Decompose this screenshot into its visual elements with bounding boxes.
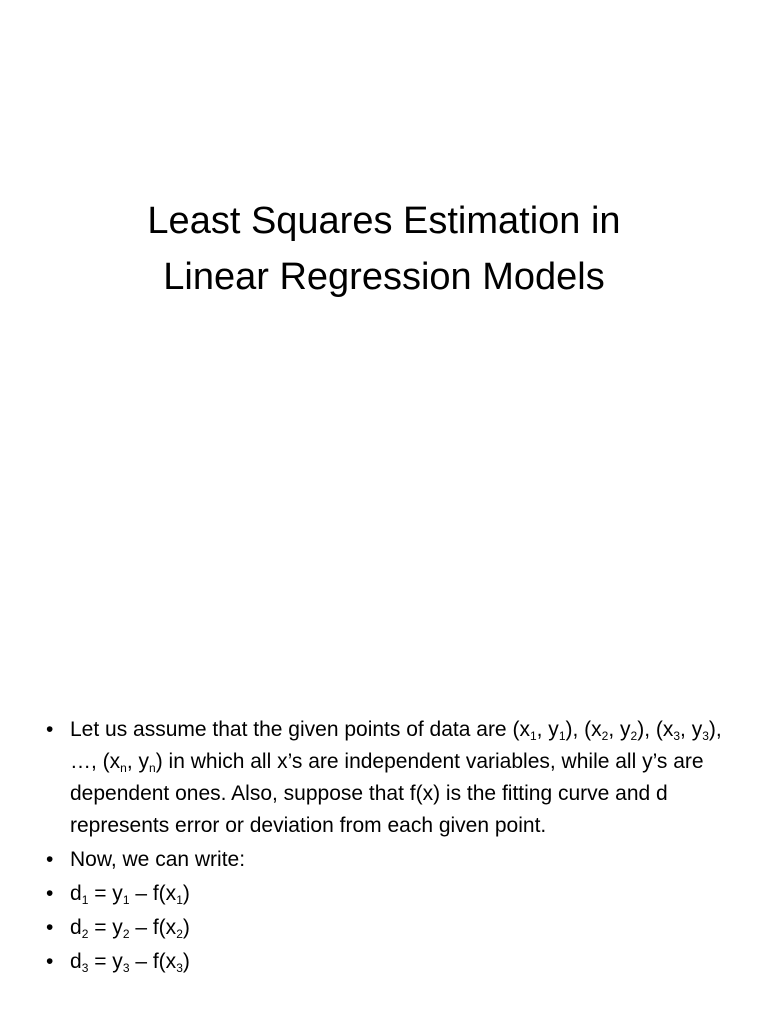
slide-title-line-2: Linear Regression Models (163, 256, 605, 298)
d1-sub-1: 1 (81, 893, 89, 907)
intro-sub-0: 1 (529, 729, 537, 743)
intro-sub-1: 1 (558, 729, 566, 743)
d2-b: = y (88, 916, 123, 939)
intro-text-7: , y (126, 750, 150, 773)
bullet-d1 (46, 879, 726, 908)
intro-sub-6: n (120, 761, 127, 775)
intro-text-0: Let us assume that the given points of data are (x (70, 718, 530, 741)
d3-sub-2: 3 (122, 961, 130, 975)
intro-sub-5: 3 (702, 729, 709, 743)
d2-a: d (70, 916, 82, 939)
slide-title (0, 193, 768, 305)
d3-sub-1: 3 (81, 961, 89, 975)
intro-text-4: ), (x (637, 718, 674, 741)
d1-c: – f(x (129, 882, 177, 905)
d2-sub-3: 2 (176, 927, 183, 941)
d2-c: – f(x (129, 916, 177, 939)
slide-title-line-1: Least Squares Estimation in (147, 200, 621, 242)
d2-sub-2: 2 (122, 927, 130, 941)
d1-sub-2: 1 (122, 893, 130, 907)
intro-text-1: , y (536, 718, 559, 741)
d3-d: ) (182, 950, 190, 973)
d1-b: = y (88, 882, 123, 905)
intro-sub-3: 2 (630, 729, 638, 743)
intro-sub-7: n (149, 761, 156, 775)
d3-b: = y (88, 950, 123, 973)
bullet-d2 (46, 913, 726, 942)
d3-a: d (70, 950, 82, 973)
intro-text-2: ), (x (565, 718, 602, 741)
intro-sub-2: 2 (601, 729, 609, 743)
bullet-list (46, 714, 726, 981)
d2-d: ) (182, 916, 190, 939)
bullet-d3 (46, 947, 726, 976)
d3-sub-3: 3 (176, 961, 183, 975)
d2-sub-1: 2 (81, 927, 89, 941)
d1-a: d (70, 882, 82, 905)
intro-text-5: , y (680, 718, 703, 741)
bullet-intro (46, 714, 726, 842)
intro-text-6: ), …, (x (70, 718, 722, 773)
d1-sub-3: 1 (176, 893, 183, 907)
d1-d: ) (182, 882, 190, 905)
d3-c: – f(x (129, 950, 177, 973)
bullet-now (46, 845, 726, 874)
intro-text-8: ) in which all x’s are independent variables, while all y’s are dependent ones. Also, suppose that f(x) is the fitting curve and d represents error or deviation from each given point. (70, 750, 704, 837)
now-text: Now, we can write: (70, 848, 246, 871)
intro-sub-4: 3 (673, 729, 681, 743)
intro-text-3: , y (608, 718, 631, 741)
